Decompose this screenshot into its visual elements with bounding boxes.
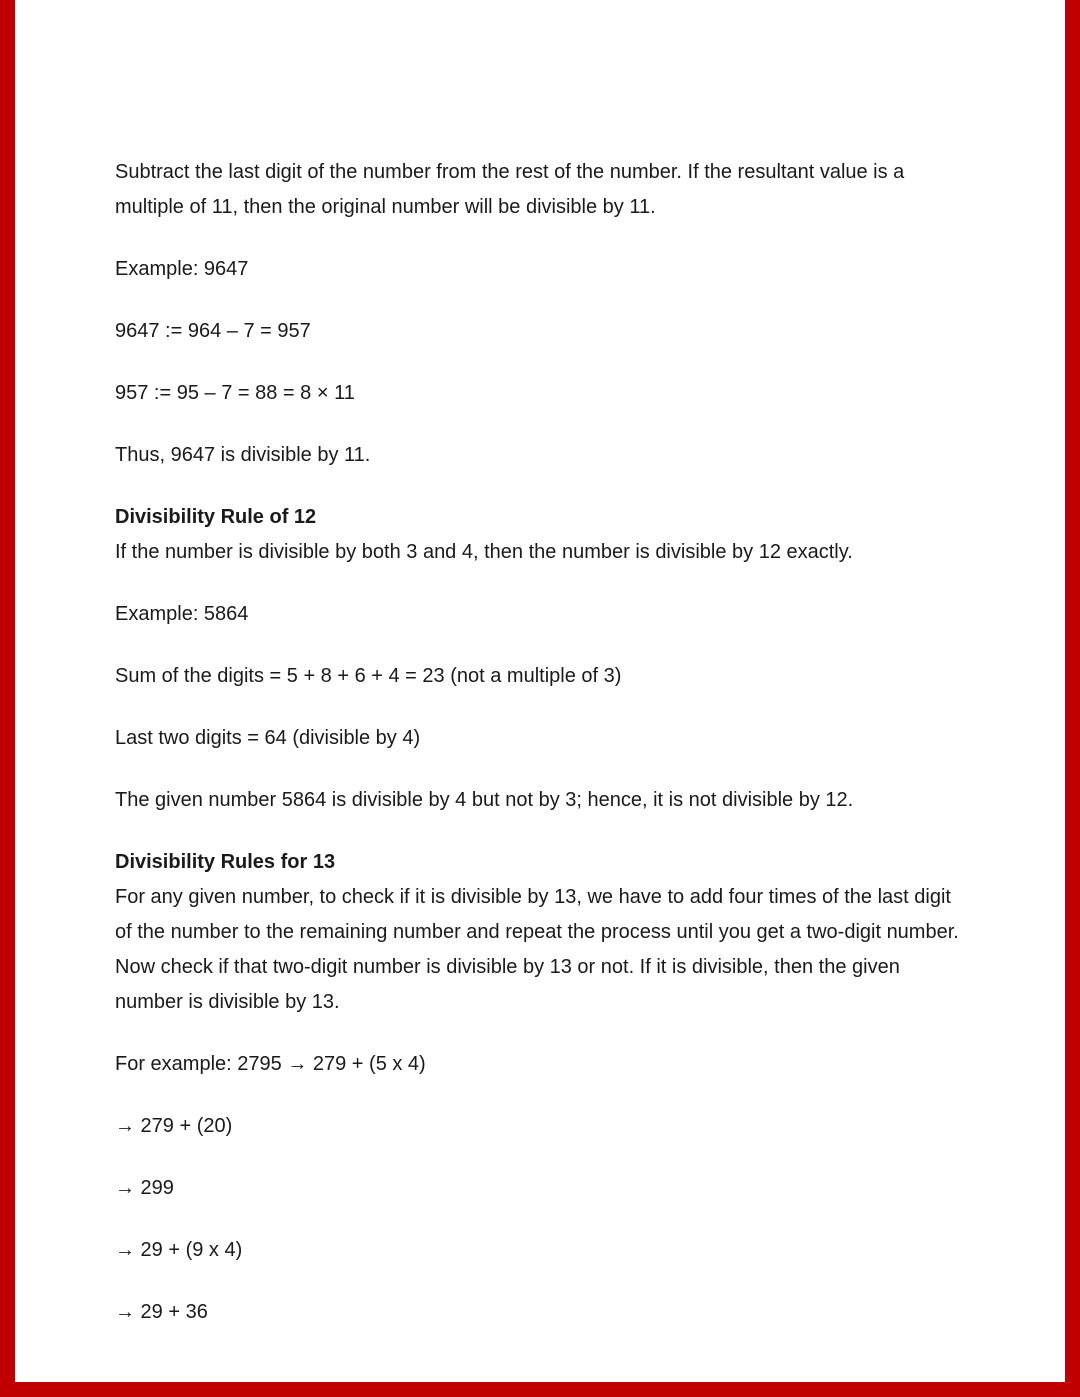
paragraph-example-5864: Example: 5864 (115, 603, 249, 625)
paragraph-example-2795: For example: 2795 → 279 + (5 x 4) (115, 1053, 426, 1075)
document-page (15, 0, 1065, 1382)
paragraph-step-279-plus-20: → 279 + (20) (115, 1115, 233, 1137)
paragraph-step-9647: 9647 := 964 – 7 = 957 (115, 320, 311, 342)
paragraph-last-two-digits: Last two digits = 64 (divisible by 4) (115, 727, 421, 749)
paragraph-conclusion-12: The given number 5864 is divisible by 4 but not by 3; hence, it is not divisible by 12. (115, 789, 854, 811)
paragraph-step-957: 957 := 95 – 7 = 88 = 8 × 11 (115, 382, 355, 404)
paragraph-divisibility-11-rule: Subtract the last digit of the number from the rest of the number. If the resultant value is a multiple of 11, then the original number will be divisible by 11. (115, 161, 905, 218)
paragraph-divisibility-12-rule: If the number is divisible by both 3 and 4, then the number is divisible by 12 exactly. (115, 541, 853, 563)
paragraph-divisibility-13-rule: For any given number, to check if it is divisible by 13, we have to add four times of the last digit of the number to the remaining number and repeat the process until you get a two-digit number. Now check if that two-digit number is divisible by 13 or not. If it is divisible, then the given number is divisible by 13. (115, 886, 959, 1013)
heading-divisibility-rules-for-13: Divisibility Rules for 13 (115, 851, 336, 873)
paragraph-conclusion-11: Thus, 9647 is divisible by 11. (115, 444, 371, 466)
paragraph-step-29-plus-9x4: → 29 + (9 x 4) (115, 1239, 243, 1261)
paragraph-example-9647: Example: 9647 (115, 258, 249, 280)
paragraph-step-299: → 299 (115, 1177, 174, 1199)
paragraph-sum-of-digits: Sum of the digits = 5 + 8 + 6 + 4 = 23 (not a multiple of 3) (115, 665, 622, 687)
heading-divisibility-rule-of-12: Divisibility Rule of 12 (115, 506, 317, 528)
paragraph-step-29-plus-36: → 29 + 36 (115, 1301, 208, 1323)
